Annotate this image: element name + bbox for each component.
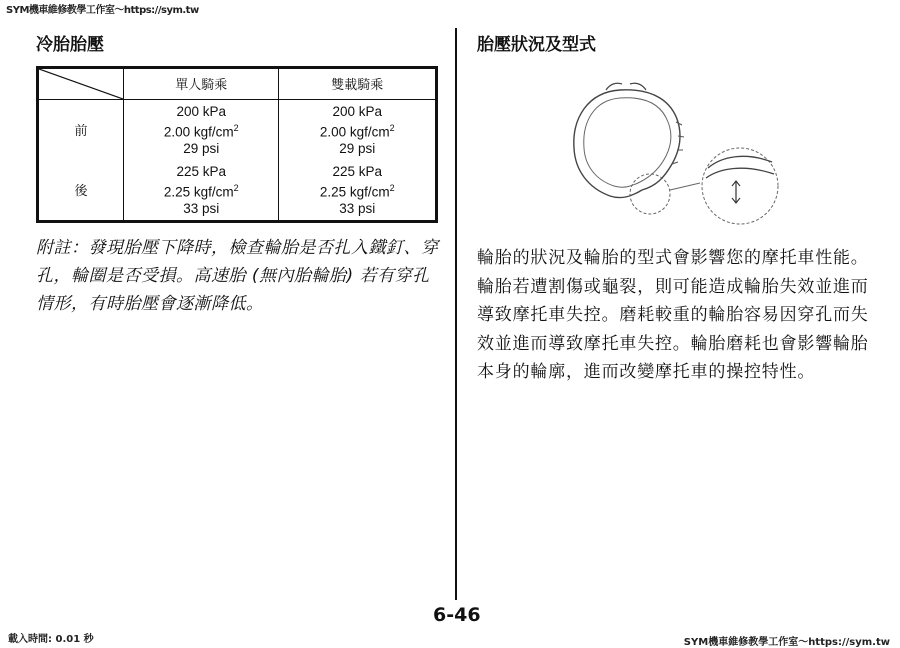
row-label-rear: 後 <box>74 182 88 198</box>
table-row <box>38 100 437 161</box>
tire-pressure-table <box>36 66 438 223</box>
pressure-kgf: 2.00 kgf/$cm^2$ <box>319 122 395 140</box>
diagonal-line-icon <box>39 69 123 99</box>
cold-tire-pressure-title: 冷胎胎壓 <box>36 35 104 55</box>
pressure-psi: 29 psi <box>183 141 220 157</box>
table-row <box>38 160 437 222</box>
pressure-kgf: 2.25 kgf/$cm^2$ <box>319 182 395 200</box>
page-number: 6-46 <box>433 604 481 626</box>
front-single-cell <box>124 100 279 161</box>
header-single-rider: 單人騎乘 <box>124 68 279 100</box>
pressure-kpa: 225 kPa <box>176 163 226 179</box>
rear-double-cell <box>279 160 437 222</box>
tire-condition-paragraph: 輪胎的狀況及輪胎的型式會影響您的摩托車性能。輪胎若遭割傷或龜裂，則可能造成輪胎失效並進而導致摩托車失控。磨耗較重的輪胎容易因穿孔而失效並進而導致摩托車失控。輪胎磨耗也會影響輪胎本身的輪廓，進而改變摩托車的操控特性。 <box>477 248 869 382</box>
pressure-kgf: 2.25 kgf/$cm^2$ <box>163 182 239 200</box>
load-time-watermark: 載入時間: 0.01 秒 <box>8 634 94 645</box>
tire-cross-section-illustration <box>560 78 790 228</box>
row-label-front: 前 <box>74 122 88 138</box>
pressure-kpa: 200 kPa <box>332 103 382 119</box>
pressure-psi: 33 psi <box>183 201 220 217</box>
table-header-row <box>38 68 437 100</box>
note-paragraph: 附註：發現胎壓下降時，檢查輪胎是否扎入鐵釘、穿孔，輪圈是否受損。高速胎 (無內胎輪胎) 若有穿孔情形，有時胎壓會逐漸降低。 <box>36 238 439 314</box>
rear-single-cell <box>124 160 279 222</box>
pressure-kpa: 225 kPa <box>332 163 382 179</box>
column-divider <box>455 28 457 600</box>
watermark-bottom: SYM機車維修教學工作室～https://sym.tw <box>683 637 890 648</box>
tire-condition-title: 胎壓狀況及型式 <box>477 35 596 55</box>
corner-cell <box>38 68 124 100</box>
watermark-top: SYM機車維修教學工作室～https://sym.tw <box>6 5 199 16</box>
pressure-psi: 33 psi <box>339 201 376 217</box>
pressure-kpa: 200 kPa <box>176 103 226 119</box>
pressure-kgf: 2.00 kgf/$cm^2$ <box>163 122 239 140</box>
front-double-cell <box>279 100 437 161</box>
pressure-psi: 29 psi <box>339 141 376 157</box>
header-two-riders: 雙載騎乘 <box>279 68 437 100</box>
